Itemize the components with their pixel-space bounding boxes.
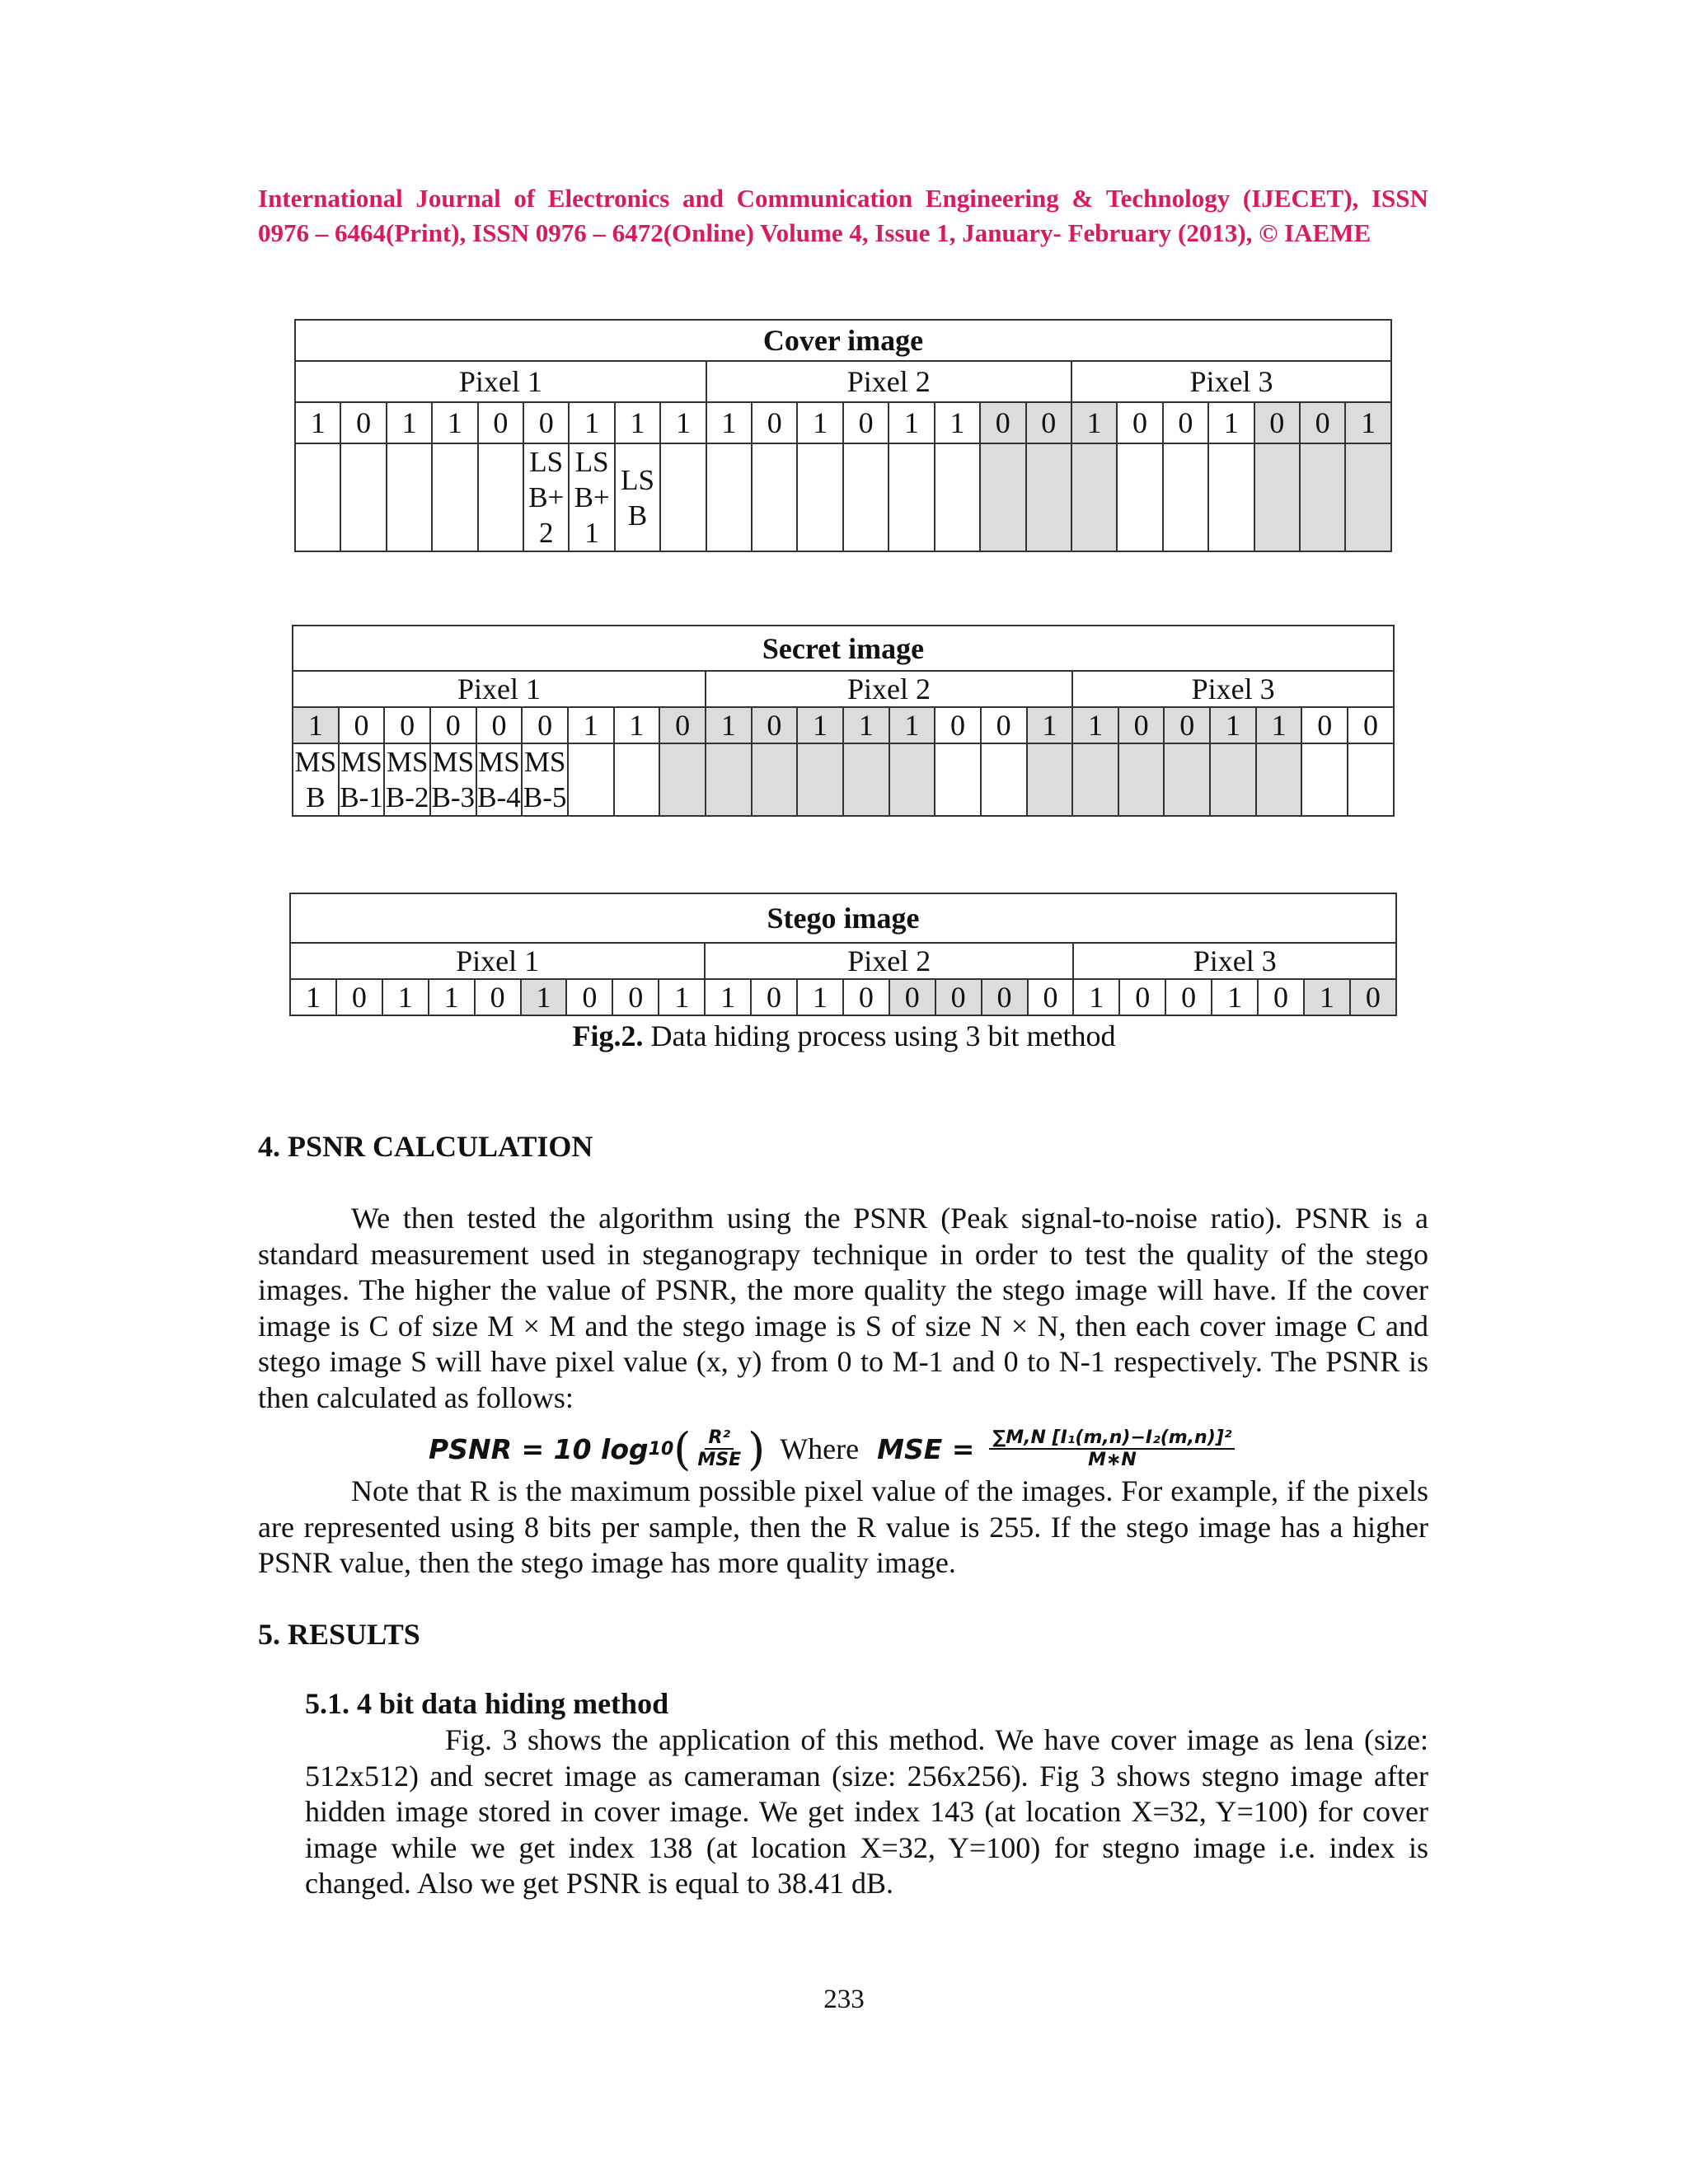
bit-cell: 0 — [1165, 979, 1212, 1015]
bit-cell: 0 — [980, 402, 1025, 443]
bit-cell: 1 — [843, 707, 889, 743]
psnr-equation — [429, 1416, 1286, 1482]
empty-cell — [752, 443, 797, 551]
empty-cell — [843, 443, 889, 551]
bit-cell: 1 — [569, 402, 614, 443]
empty-cell — [568, 743, 614, 816]
journal-header-word: Engineering — [925, 184, 1059, 213]
figure-caption-label: Fig.2. — [572, 1019, 644, 1052]
empty-cell — [706, 443, 752, 551]
figure-caption — [0, 1019, 1688, 1053]
bit-cell: 1 — [935, 402, 980, 443]
bit-cell: 1 — [1208, 402, 1254, 443]
bit-cell: 0 — [475, 979, 521, 1015]
bit-cell: 1 — [706, 402, 752, 443]
bit-cell: 0 — [659, 707, 706, 743]
journal-header — [258, 181, 1428, 251]
bit-cell: 1 — [889, 402, 934, 443]
eq-close-paren: ) — [748, 1422, 766, 1475]
bit-cell: 1 — [797, 707, 843, 743]
bit-cell: 0 — [336, 979, 382, 1015]
journal-header-word: (IJECET), — [1242, 184, 1359, 213]
bit-cell: 1 — [1212, 979, 1258, 1015]
bit-cell: 1 — [387, 402, 432, 443]
eq-mse-fraction — [989, 1427, 1235, 1470]
stego-pixel-1: Pixel 1 — [290, 943, 705, 979]
bit-label-cell: LS B+ 2 — [523, 443, 569, 551]
journal-header-word: & — [1071, 184, 1094, 213]
cover-image-title: Cover image — [295, 320, 1391, 361]
bit-cell: 1 — [568, 707, 614, 743]
cover-label-row — [295, 443, 1391, 551]
empty-cell — [1163, 443, 1208, 551]
secret-label-row — [293, 743, 1394, 816]
cover-pixel-1: Pixel 1 — [295, 361, 706, 402]
bit-cell: 1 — [797, 402, 842, 443]
empty-cell — [1256, 743, 1302, 816]
bit-cell: 0 — [751, 979, 797, 1015]
eq-log-base: 10 — [648, 1438, 674, 1460]
bit-label-cell: LS B — [615, 443, 660, 551]
journal-header-word: Communication — [736, 184, 913, 213]
bit-cell: 0 — [843, 979, 889, 1015]
stego-bit-row — [290, 979, 1396, 1015]
bit-cell: 0 — [981, 707, 1027, 743]
bit-cell: 1 — [797, 979, 843, 1015]
bit-cell: 0 — [1164, 707, 1210, 743]
journal-header-word: Electronics — [547, 184, 670, 213]
secret-bit-row — [293, 707, 1394, 743]
empty-cell — [295, 443, 340, 551]
empty-cell — [935, 743, 981, 816]
empty-cell — [614, 743, 660, 816]
empty-cell — [797, 443, 842, 551]
section-5-heading: 5. RESULTS — [258, 1618, 420, 1651]
empty-cell — [752, 743, 798, 816]
bit-cell: 0 — [1119, 979, 1165, 1015]
empty-cell — [340, 443, 386, 551]
bit-cell: 0 — [340, 402, 386, 443]
empty-cell — [1301, 743, 1348, 816]
secret-image-table — [292, 625, 1395, 817]
empty-cell — [1117, 443, 1162, 551]
bit-label-cell: MS B-3 — [430, 743, 476, 816]
bit-cell: 0 — [476, 707, 523, 743]
bit-cell: 1 — [1256, 707, 1302, 743]
bit-cell: 0 — [843, 402, 889, 443]
journal-header-word: Technology — [1105, 184, 1231, 213]
empty-cell — [1026, 443, 1071, 551]
bit-cell: 1 — [659, 979, 705, 1015]
empty-cell — [1208, 443, 1254, 551]
bit-cell: 1 — [1304, 979, 1350, 1015]
bit-cell: 1 — [660, 402, 706, 443]
eq-mse-denominator: M∗N — [1088, 1450, 1137, 1470]
section-4-heading: 4. PSNR CALCULATION — [258, 1130, 593, 1163]
journal-header-word: International — [258, 184, 403, 213]
empty-cell — [1300, 443, 1345, 551]
eq-fraction — [697, 1427, 741, 1470]
eq-where: Where — [780, 1432, 860, 1465]
bit-cell: 0 — [1026, 402, 1071, 443]
bit-cell: 1 — [614, 707, 660, 743]
section-4-paragraph-1: We then tested the algorithm using the PSNR (Peak signal-to-noise ratio). PSNR is a standard measurement used in steganograpy technique in order to test the quality of the stego images. The higher the value of PSNR, the more quality the stego image will have. If the cover image is C of size M × M and the stego image is S of size N × N, then each cover image C and stego image S will have pixel value (x, y) from 0 to M-1 and 0 to N-1 respectively. The PSNR is then calculated as follows: — [258, 1202, 1428, 1414]
empty-cell — [1210, 743, 1256, 816]
eq-lhs: PSNR = 10 log — [429, 1432, 649, 1465]
bit-cell: 0 — [1300, 402, 1345, 443]
bit-cell: 0 — [935, 707, 981, 743]
bit-cell: 1 — [889, 707, 935, 743]
bit-cell: 1 — [1071, 402, 1117, 443]
eq-mse-lhs: MSE = — [877, 1432, 975, 1465]
bit-cell: 1 — [290, 979, 336, 1015]
empty-cell — [1164, 743, 1210, 816]
bit-cell: 0 — [889, 979, 935, 1015]
bit-cell: 0 — [752, 402, 797, 443]
cover-image-table — [294, 319, 1392, 552]
empty-cell — [1118, 743, 1165, 816]
journal-header-word: of — [513, 184, 536, 213]
empty-cell — [1072, 743, 1118, 816]
journal-header-word: and — [682, 184, 724, 213]
bit-cell: 1 — [521, 979, 567, 1015]
cover-pixel-3: Pixel 3 — [1071, 361, 1391, 402]
empty-cell — [659, 743, 706, 816]
bit-cell: 0 — [1258, 979, 1304, 1015]
bit-cell: 1 — [429, 979, 475, 1015]
empty-cell — [660, 443, 706, 551]
bit-cell: 0 — [478, 402, 523, 443]
stego-image-title: Stego image — [290, 893, 1396, 943]
empty-cell — [935, 443, 980, 551]
secret-pixel-1: Pixel 1 — [293, 671, 706, 707]
bit-cell: 0 — [522, 707, 568, 743]
eq-numerator: R² — [705, 1427, 734, 1450]
empty-cell — [889, 443, 934, 551]
bit-cell: 1 — [705, 979, 751, 1015]
empty-cell — [432, 443, 477, 551]
eq-mse-numerator: ∑M,N [I₁(m,n)−I₂(m,n)]² — [989, 1427, 1235, 1450]
bit-label-cell: MS B — [293, 743, 339, 816]
stego-pixel-2: Pixel 2 — [705, 943, 1073, 979]
empty-cell — [478, 443, 523, 551]
bit-cell: 1 — [432, 402, 477, 443]
bit-cell: 0 — [612, 979, 659, 1015]
bit-cell: 0 — [384, 707, 430, 743]
cover-bit-row — [295, 402, 1391, 443]
bit-cell: 0 — [982, 979, 1028, 1015]
bit-cell: 1 — [1072, 707, 1118, 743]
empty-cell — [706, 743, 752, 816]
empty-cell — [1348, 743, 1394, 816]
bit-cell: 0 — [1254, 402, 1300, 443]
journal-header-line-1 — [258, 181, 1428, 216]
bit-cell: 0 — [935, 979, 982, 1015]
bit-cell: 0 — [1118, 707, 1165, 743]
bit-cell: 1 — [1027, 707, 1073, 743]
bit-cell: 0 — [1163, 402, 1208, 443]
page-number: 233 — [823, 1985, 865, 2014]
figure-caption-text: Data hiding process using 3 bit method — [643, 1019, 1116, 1052]
section-5-1-heading: 5.1. 4 bit data hiding method — [305, 1687, 669, 1720]
journal-header-word: Journal — [415, 184, 501, 213]
bit-cell: 1 — [1073, 979, 1119, 1015]
bit-label-cell: LS B+ 1 — [569, 443, 614, 551]
bit-cell: 0 — [752, 707, 798, 743]
empty-cell — [387, 443, 432, 551]
bit-cell: 0 — [339, 707, 385, 743]
bit-cell: 1 — [293, 707, 339, 743]
bit-cell: 1 — [1345, 402, 1391, 443]
secret-pixel-2: Pixel 2 — [706, 671, 1072, 707]
bit-label-cell: MS B-2 — [384, 743, 430, 816]
empty-cell — [980, 443, 1025, 551]
empty-cell — [1345, 443, 1391, 551]
empty-cell — [843, 743, 889, 816]
journal-header-word: ISSN — [1371, 184, 1428, 213]
journal-header-line-2: 0976 – 6464(Print), ISSN 0976 – 6472(Online) Volume 4, Issue 1, January- February (2013), © IAEME — [258, 218, 1372, 247]
bit-label-cell: MS B-5 — [522, 743, 568, 816]
cover-pixel-2: Pixel 2 — [706, 361, 1071, 402]
empty-cell — [981, 743, 1027, 816]
empty-cell — [1071, 443, 1117, 551]
bit-cell: 1 — [382, 979, 429, 1015]
empty-cell — [1027, 743, 1073, 816]
secret-image-title: Secret image — [293, 626, 1394, 671]
bit-label-cell: MS B-1 — [339, 743, 385, 816]
section-5-1-paragraph: Fig. 3 shows the application of this method. We have cover image as lena (size: 512x512) and secret image as cameraman (size: 256x256). Fig 3 shows stegno image after hidden image stored in cover image. We get index 143 (at location X=32, Y=100) for cover image while we get index 138 (at location X=32, Y=100) for stegno image i.e. index is changed. Also we get PSNR is equal to 38.41 dB. — [305, 1723, 1428, 1900]
empty-cell — [889, 743, 935, 816]
stego-image-table — [289, 893, 1397, 1016]
bit-label-cell: MS B-4 — [476, 743, 523, 816]
bit-cell: 0 — [1028, 979, 1074, 1015]
empty-cell — [1254, 443, 1300, 551]
bit-cell: 0 — [1301, 707, 1348, 743]
eq-denominator: MSE — [697, 1450, 742, 1470]
section-4-paragraph-2: Note that R is the maximum possible pixel value of the images. For example, if the pixels are represented using 8 bits per sample, then the R value is 255. If the stego image has a higher PSNR value, then the stego image has more quality image. — [258, 1474, 1428, 1579]
bit-cell: 0 — [1117, 402, 1162, 443]
empty-cell — [797, 743, 843, 816]
bit-cell: 0 — [430, 707, 476, 743]
bit-cell: 0 — [523, 402, 569, 443]
bit-cell: 1 — [1210, 707, 1256, 743]
bit-cell: 1 — [295, 402, 340, 443]
bit-cell: 0 — [566, 979, 612, 1015]
bit-cell: 1 — [706, 707, 752, 743]
secret-pixel-3: Pixel 3 — [1072, 671, 1394, 707]
bit-cell: 1 — [615, 402, 660, 443]
bit-cell: 0 — [1348, 707, 1394, 743]
stego-pixel-3: Pixel 3 — [1073, 943, 1396, 979]
eq-open-paren: ( — [673, 1422, 692, 1475]
bit-cell: 0 — [1350, 979, 1396, 1015]
